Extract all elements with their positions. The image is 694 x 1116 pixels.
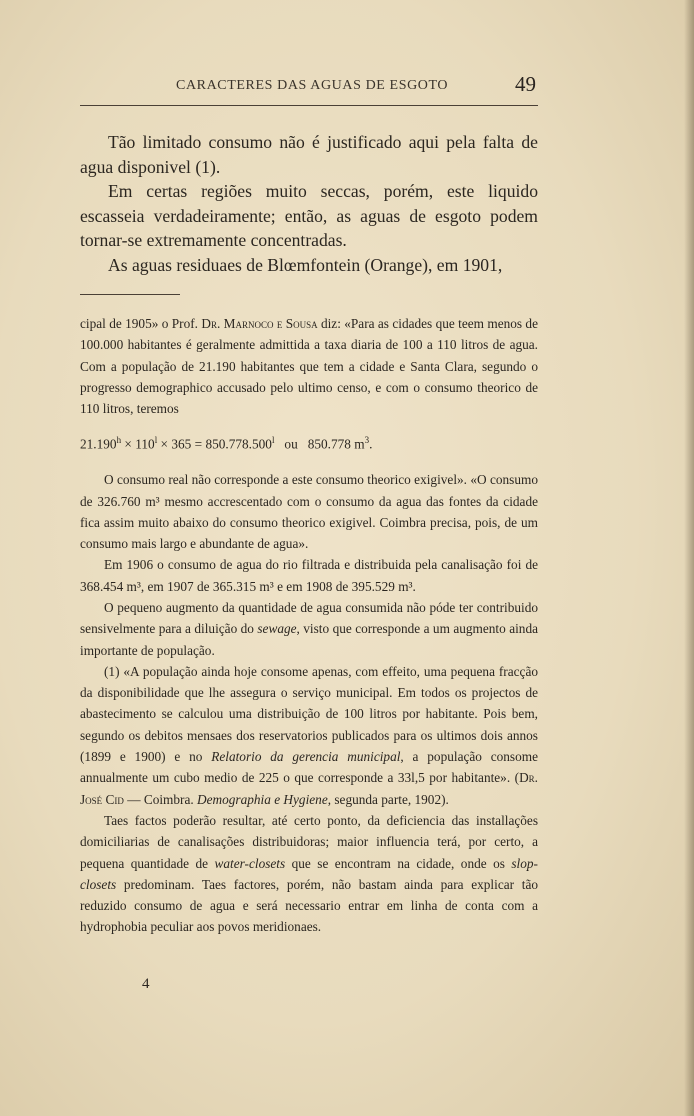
signature-mark: 4 <box>142 976 150 992</box>
italic-term: water-closets <box>214 855 286 871</box>
text-run: cipal de 1905» o Prof. <box>80 316 202 331</box>
main-text <box>80 130 538 277</box>
formula-unit: l <box>154 435 158 446</box>
footnote-paragraph: O consumo real não corresponde a este consumo theorico exigivel». «O consumo de 326.760 m³ mesmo accrescentado com o consumo da agua das fontes da cidade fica assim muito abaixo do consumo theorico exigivel. Coimbra precisa, pois, de um consumo mais largo e abundante de agua». <box>80 472 538 552</box>
formula-part: ou 850.778 m <box>274 436 365 452</box>
formula-part: . <box>369 436 373 452</box>
footnote-paragraph <box>80 597 538 661</box>
text-run: , a população consome annualmente um cubo medio de 225 o que corresponde a 33l,5 por habitante». ( <box>80 749 539 786</box>
formula-part: × 365 = 850.778.500 <box>157 436 272 452</box>
page-number: 49 <box>515 72 536 96</box>
footnote-paragraph: Em 1906 o consumo de agua do rio filtrada e distribuida pela canalisação foi de 368.454 m³, em 1907 de 365.315 m³ e em 1908 de 395.529 m³. <box>80 557 538 594</box>
page-header <box>80 70 538 106</box>
footnote-paragraph <box>80 810 538 938</box>
text-run: que se encontram na cidade, onde os <box>285 855 512 871</box>
text-run: O pequeno augmento da quantidade de agua consumida não póde ter contribuido sensivelmente para a diluição do <box>80 599 538 637</box>
footnote-paragraph <box>80 313 538 419</box>
italic-title: Relatorio da gerencia municipal <box>211 749 401 765</box>
formula <box>80 430 538 455</box>
text-run: , visto que corresponde a um augmento ainda importante de população. <box>80 621 538 658</box>
formula-part: 21.190 <box>80 436 117 452</box>
footnote-paragraph <box>80 661 538 810</box>
text-run: — Coimbra. <box>123 791 198 807</box>
footnote-rule <box>80 294 180 295</box>
formula-unit: 3 <box>364 435 370 446</box>
formula-unit: l <box>271 435 275 446</box>
running-title: CARACTERES DAS AGUAS DE ESGOTO <box>176 78 449 93</box>
italic-term: slop-closets <box>80 855 538 892</box>
formula-part: × 110 <box>121 436 155 452</box>
formula-unit: h <box>116 435 122 446</box>
main-paragraph: Tão limitado consumo não é justificado aqui pela falta de agua disponivel (1). <box>80 132 538 177</box>
italic-title: Demographia e Hygiene <box>197 791 328 807</box>
header-rule <box>80 105 538 106</box>
footnotes <box>80 313 538 938</box>
text-run: Taes factos poderão resultar, até certo ponto, da deficiencia das installações domiciliarias de canalisações distribuidoras; maior influencia terá, por certo, a pequena quantidade de <box>80 812 538 871</box>
text-run: diz: «Para as cidades que teem menos de 100.000 habitantes é geralmente admittida a taxa diaria de 100 a 110 litros de agua. Com a população de 21.190 habitantes que tem a cidade e Santa Clara, segundo o progresso demographico accusado pelo ultimo censo, e com o consumo theorico de 110 litros, teremos <box>80 316 538 417</box>
page-edge-shadow <box>684 0 694 1116</box>
text-run: predominam. Taes factores, porém, não bastam ainda para explicar tão reduzido consumo de agua e será necessario entrar em linha de conta com a hydrophobia peculiar aos povos meridionaes. <box>80 876 538 935</box>
italic-term: sewage <box>257 621 297 637</box>
author-name: Dr. José Cid <box>80 770 538 807</box>
text-run: (1) «A população ainda hoje consome apenas, com effeito, uma pequena fracção da disponibilidade que lhe assegura o serviço municipal. Em todos os projectos de abastecimento se calculou uma distribuição de 100 litros por habitante. Pois bem, segundo os debitos mensaes dos reservatorios publicados para os ultimos dois annos (1899 e 1900) e no <box>80 663 538 765</box>
author-name: Dr. Marnoco e Sousa <box>201 316 318 331</box>
main-paragraph: As aguas residuaes de Blœmfontein (Orange), em 1901, <box>108 254 503 275</box>
text-run: , segunda parte, 1902). <box>327 791 449 807</box>
main-paragraph: Em certas regiões muito seccas, porém, este liquido escasseia verdadeiramente; então, as aguas de esgoto podem tornar-se extremamente concentradas. <box>80 181 538 250</box>
